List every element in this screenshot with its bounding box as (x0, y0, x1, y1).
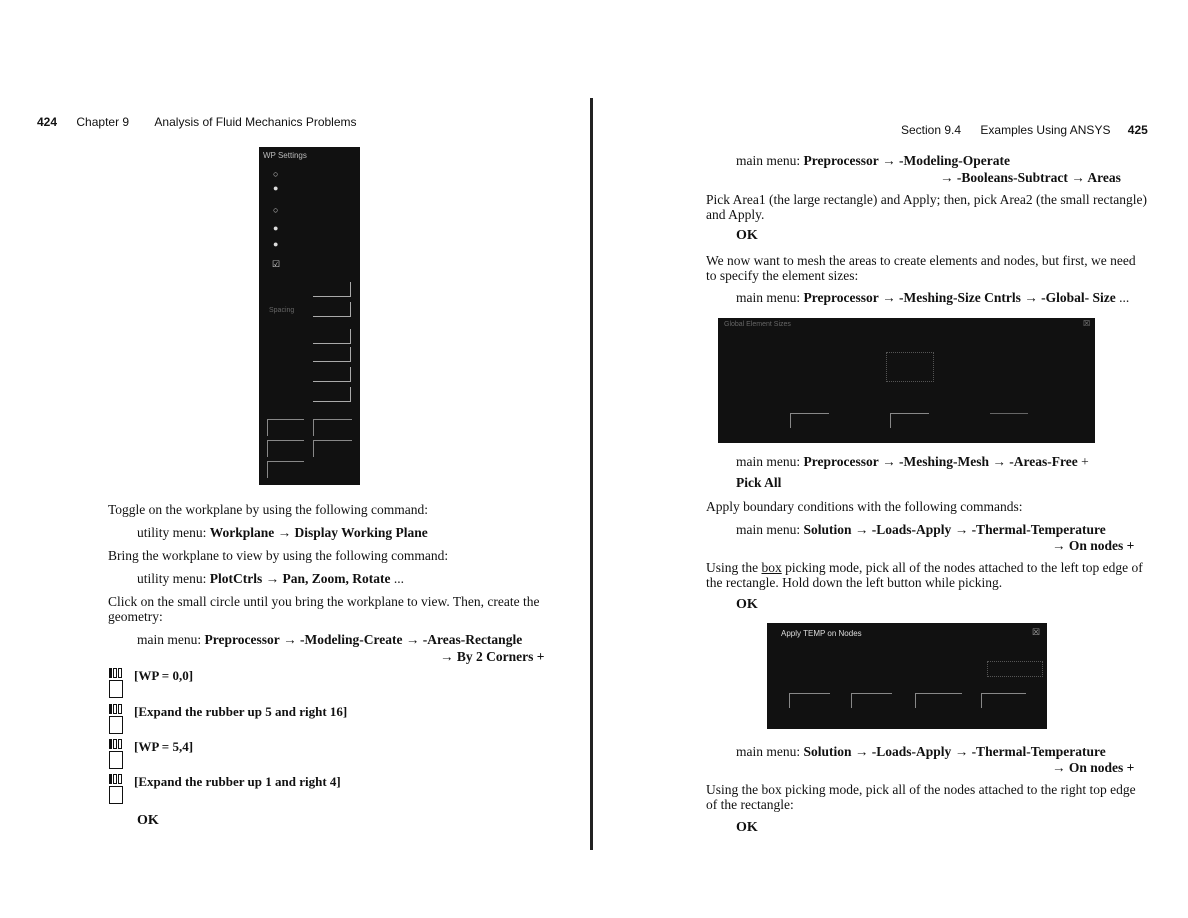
paragraph: Using the box picking mode, pick all of the nodes attached to the right top edge (706, 782, 1136, 797)
apply-temp-dialog (767, 623, 1047, 729)
pick-all-label: Pick All (736, 475, 782, 490)
input-field[interactable] (313, 347, 351, 362)
step-text: [Expand the rubber up 1 and right 4] (134, 774, 341, 789)
ok-button[interactable] (790, 413, 829, 428)
paragraph: Bring the workplane to view by using the following command: (108, 548, 449, 563)
ok-button[interactable] (789, 693, 830, 708)
step-text: [WP = 0,0] (134, 668, 194, 683)
input-field[interactable] (313, 329, 351, 344)
page-number: 424 (37, 115, 58, 129)
ok-label: OK (736, 597, 758, 612)
command-line: main menu: Preprocessor → -Meshing-Mesh → -Areas-Free + (736, 454, 1089, 469)
mouse-icon (109, 774, 123, 804)
button[interactable] (267, 461, 304, 478)
spacing-label: Spacing (269, 307, 295, 314)
radio-icon[interactable]: ○ (273, 205, 279, 215)
button[interactable] (267, 419, 304, 436)
step-text: [Expand the rubber up 5 and right 16] (134, 704, 348, 719)
section-title: Examples Using ANSYS (980, 123, 1111, 137)
ok-label: OK (137, 813, 159, 828)
button[interactable] (313, 440, 352, 457)
command-line-continued: → On nodes + (1052, 538, 1135, 553)
help-button[interactable] (981, 693, 1026, 708)
paragraph: the rectangle. Hold down the left button while picking. (706, 575, 1003, 590)
page-number: 425 (1127, 123, 1148, 137)
command-line: main menu: Solution → -Loads-Apply → -Thermal-Temperature (736, 744, 1106, 759)
cancel-button[interactable] (915, 693, 962, 708)
mouse-icon (109, 668, 123, 698)
command-line: main menu: Preprocessor → -Modeling-Operate (736, 153, 1010, 168)
mouse-icon (109, 739, 123, 769)
wp-settings-dialog (259, 147, 360, 485)
step-text: [WP = 5,4] (134, 739, 194, 754)
dialog-title: Global Element Sizes (724, 321, 791, 328)
input-field[interactable] (313, 302, 351, 317)
command-line-continued: → On nodes + (1052, 760, 1135, 775)
radio-icon[interactable]: ○ (273, 169, 279, 179)
apply-button[interactable] (851, 693, 892, 708)
paragraph: We now want to mesh the areas to create elements and nodes, but first, we need (706, 253, 1136, 268)
command-line: utility menu: Workplane → Display Working Plane (137, 525, 428, 540)
radio-icon[interactable]: ● (273, 183, 279, 193)
input-field[interactable] (313, 387, 351, 402)
paragraph: geometry: (108, 609, 163, 624)
dialog-title: Apply TEMP on Nodes (781, 629, 862, 638)
section-label: Section 9.4 (901, 123, 962, 137)
page-header-right (901, 123, 1148, 137)
ok-label: OK (736, 228, 758, 243)
book-spine (590, 98, 593, 850)
paragraph: Click on the small circle until you bring the workplane to view. Then, create the (108, 594, 540, 609)
radio-icon[interactable]: ● (273, 239, 279, 249)
paragraph: and Apply. (706, 207, 765, 222)
command-line: main menu: Preprocessor → -Modeling-Create → -Areas-Rectangle (137, 632, 523, 647)
cancel-button[interactable] (990, 413, 1028, 415)
button[interactable] (267, 440, 304, 457)
chapter-label: Chapter 9 (76, 115, 130, 129)
input-field[interactable] (886, 352, 934, 382)
command-line: main menu: Preprocessor → -Meshing-Size Cntrls → -Global- Size ... (736, 290, 1130, 305)
button[interactable] (313, 419, 352, 436)
paragraph: of the rectangle: (706, 797, 794, 812)
mouse-icon (109, 704, 123, 734)
paragraph: Toggle on the workplane by using the following command: (108, 502, 428, 517)
paragraph: to specify the element sizes: (706, 268, 859, 283)
chapter-title: Analysis of Fluid Mechanics Problems (154, 115, 357, 129)
command-line-continued: → By 2 Corners + (440, 649, 545, 664)
input-field[interactable] (313, 282, 351, 297)
command-line-continued: → -Booleans-Subtract → Areas (940, 170, 1121, 185)
close-icon[interactable]: ☒ (1032, 627, 1041, 637)
command-line: main menu: Solution → -Loads-Apply → -Thermal-Temperature (736, 522, 1106, 537)
close-icon[interactable]: ☒ (1083, 319, 1091, 328)
dialog-title: WP Settings (263, 151, 307, 160)
checkbox-icon[interactable]: ☑ (272, 259, 281, 269)
ok-label: OK (736, 820, 758, 835)
radio-icon[interactable]: ● (273, 223, 279, 233)
input-field[interactable] (987, 661, 1043, 677)
apply-button[interactable] (890, 413, 929, 428)
command-line: utility menu: PlotCtrls → Pan, Zoom, Rotate ... (137, 571, 404, 586)
paragraph: Pick Area1 (the large rectangle) and Apply; then, pick Area2 (the small rectangle) (706, 192, 1147, 207)
paragraph: Using the box picking mode, pick all of the nodes attached to the left top edge of (706, 560, 1143, 575)
global-element-sizes-dialog (718, 318, 1095, 443)
paragraph: Apply boundary conditions with the following commands: (706, 499, 1023, 514)
page-header-left (37, 115, 357, 129)
input-field[interactable] (313, 367, 351, 382)
